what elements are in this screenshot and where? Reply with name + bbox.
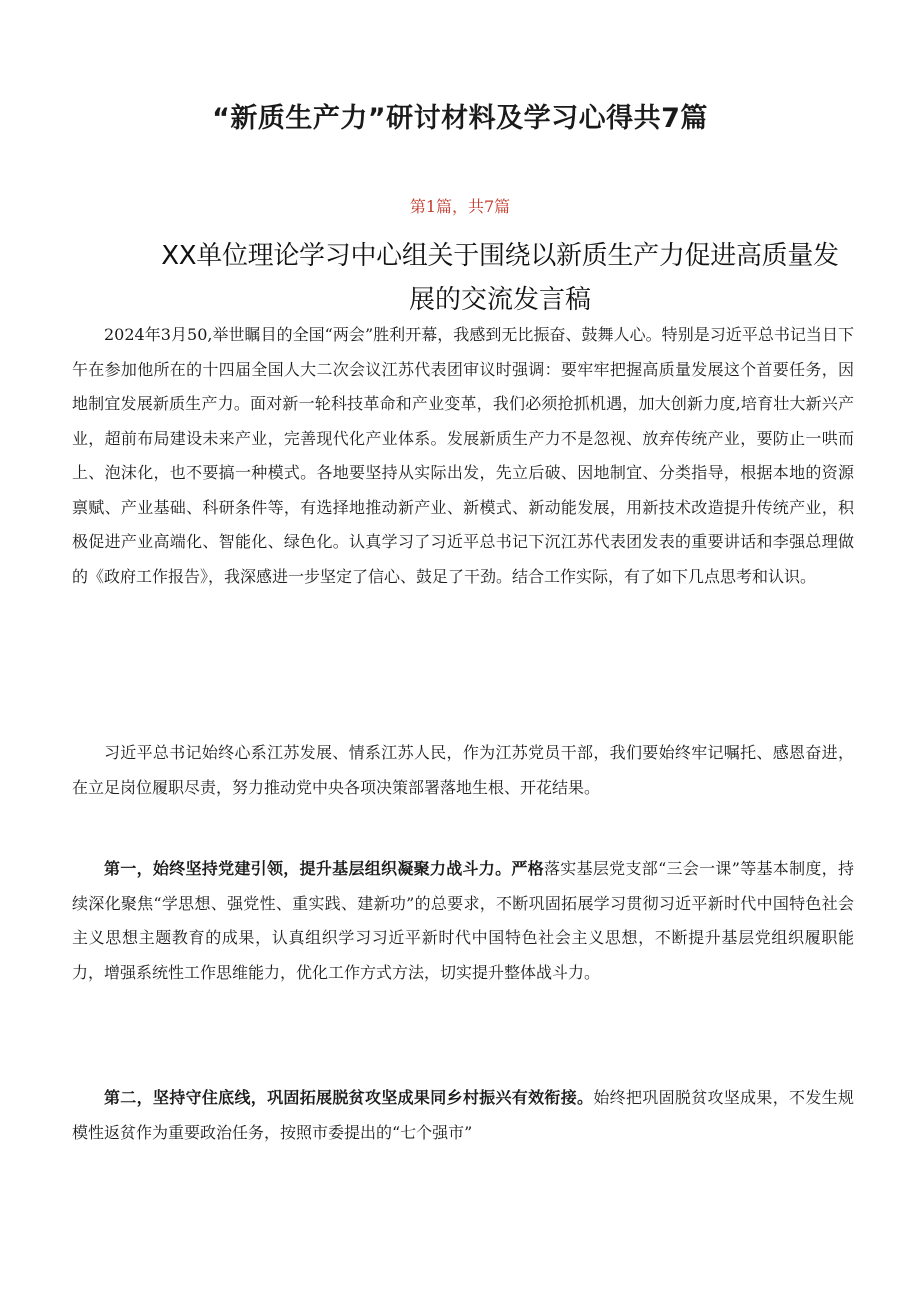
paragraph-text: 习近平总书记始终心系江苏发展、情系江苏人民，作为江苏党员干部，我们要始终牢记嘱托、感恩奋进，在立足岗位履职尽责，努力推动党中央各项决策部署落地生根、开花结果。 [72,743,854,797]
paragraph-text: 落实基层党支部“三会一课”等基本制度，持续深化聚焦“学思想、强党性、重实践、建新功”的总要求，不断巩固拓展学习贯彻习近平新时代中国特色社会主义思想主题教育的成果，认真组织学习习近平新时代中国特色社会主义思想，不断提升基层党组织履职能力，增强系统性工作思维能力，优化工作方式方法，切实提升整体战斗力。 [72,859,854,982]
paragraph-text: 始终把巩固脱贫攻坚成果，不发生规模性返贫作为重要政治任务，按照市委提出的“七个强市” [72,1088,854,1142]
paragraph-intro [72,318,854,594]
paragraph-point-one [72,852,854,990]
article-title [110,234,890,322]
article-title-line2: 展的交流发言稿 [408,285,591,315]
point-two-lead: 第二，坚持守住底线，巩固拓展脱贫攻坚成果同乡村振兴有效衔接。 [104,1088,594,1107]
paragraph-commitment [72,736,854,805]
paragraph-text: 2024年3月50,举世瞩目的全国“两会”胜利开幕，我感到无比振奋、鼓舞人心。特别是习近平总书记当日下午在参加他所在的十四届全国人大二次会议江苏代表团审议时强调：要牢牢把握高质量发展这个首要任务，因地制宜发展新质生产力。面对新一轮科技革命和产业变革，我们必须抢抓机遇，加大创新力度,培育壮大新兴产业，超前布局建设未来产业，完善现代化产业体系。发展新质生产力不是忽视、放弃传统产业，要防止一哄而上、泡沫化，也不要搞一种模式。各地要坚持从实际出发，先立后破、因地制宜、分类指导，根据本地的资源禀赋、产业基础、科研条件等，有选择地推动新产业、新模式、新动能发展，用新技术改造提升传统产业，积极促进产业高端化、智能化、绿色化。认真学习了习近平总书记下沉江苏代表团发表的重要讲话和李强总理做的《政府工作报告》，我深感进一步坚定了信心、鼓足了干劲。结合工作实际，有了如下几点思考和认识。 [72,325,854,586]
document-title: “新质生产力”研讨材料及学习心得共7篇 [212,103,708,134]
article-title-line1: XX单位理论学习中心组关于围绕以新质生产力促进高质量发 [161,241,839,271]
point-one-lead: 第一，始终坚持党建引领，提升基层组织凝聚力战斗力。严格 [104,859,544,878]
paragraph-point-two [72,1081,854,1150]
part-label: 第1篇，共7篇 [409,197,511,216]
